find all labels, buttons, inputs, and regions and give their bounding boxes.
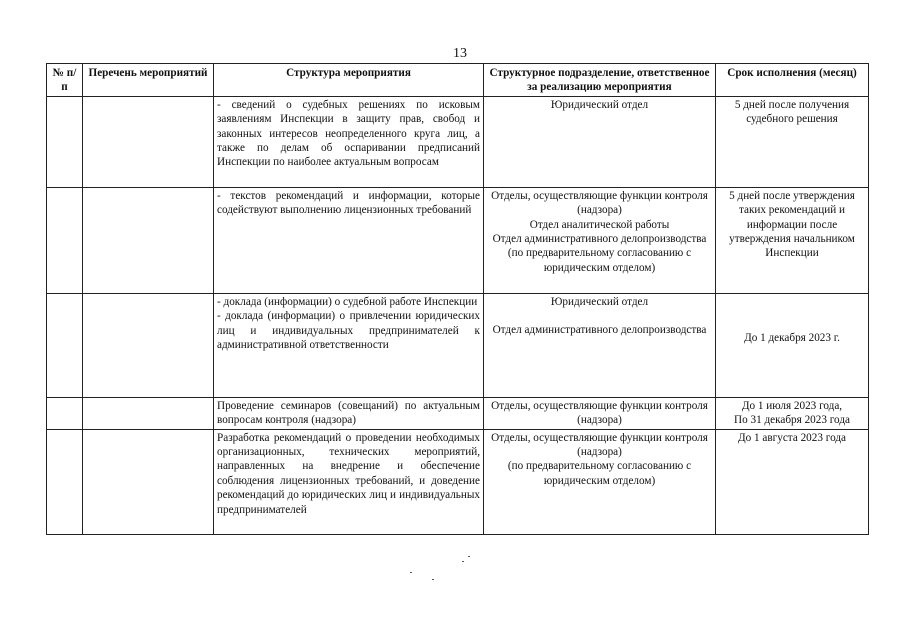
- deadline-line: По 31 декабря 2023 года: [734, 414, 850, 427]
- unit-line: Отдел административного делопроизводства: [492, 233, 707, 246]
- cell-responsible-unit: [484, 96, 716, 187]
- cell-events-list: [83, 293, 214, 397]
- table-row: [47, 187, 869, 293]
- header-num: № п/п: [47, 64, 83, 97]
- unit-line: Юридический отдел: [550, 98, 649, 111]
- header-deadline: Срок исполнения (месяц): [716, 64, 869, 97]
- cell-events-list: [83, 187, 214, 293]
- cell-events-list: [83, 397, 214, 429]
- header-events-list: Перечень мероприятий: [83, 64, 214, 97]
- cell-num: [47, 293, 83, 397]
- page-number: 13: [453, 46, 467, 61]
- cell-events-list: [83, 429, 214, 534]
- cell-num: [47, 429, 83, 534]
- scan-speck: [410, 572, 412, 573]
- cell-deadline: [716, 397, 869, 429]
- scan-speck: [432, 579, 434, 580]
- cell-events-list: [83, 96, 214, 187]
- cell-responsible-unit: [484, 187, 716, 293]
- cell-structure: Проведение семинаров (совещаний) по актуальным вопросам контроля (надзора): [214, 397, 484, 429]
- unit-line: Отделы, осуществляющие функции контроля (надзора): [491, 431, 708, 459]
- cell-deadline: До 1 декабря 2023 г.: [716, 293, 869, 397]
- cell-num: [47, 96, 83, 187]
- scan-speck: [462, 561, 464, 562]
- header-structure: Структура мероприятия: [214, 64, 484, 97]
- cell-responsible-unit: [484, 293, 716, 397]
- unit-line: Отдел административного делопроизводства: [492, 324, 707, 337]
- unit-line: Отделы, осуществляющие функции контроля (надзора): [491, 399, 708, 427]
- unit-line: Юридический отдел: [550, 295, 649, 308]
- cell-responsible-unit: [484, 397, 716, 429]
- unit-line: Отдел аналитической работы: [529, 218, 670, 231]
- unit-line: (по предварительному согласованию с юридическим отделом): [507, 460, 692, 487]
- cell-deadline: 5 дней после утверждения таких рекомендаций и информации после утверждения начальником Инспекции: [716, 187, 869, 293]
- cell-structure: [214, 293, 484, 397]
- cell-responsible-unit: [484, 429, 716, 534]
- events-table: [46, 63, 869, 535]
- cell-structure: - текстов рекомендаций и информации, которые содействуют выполнению лицензионных требований: [214, 187, 484, 293]
- cell-structure: Разработка рекомендаций о проведении необходимых организационных, технических мероприятий, направленных на внедрение и обеспечение соблюдения лицензионных требований, и доведение рекомендаций до юридических лиц и индивидуальных предпринимателей: [214, 429, 484, 534]
- structure-line: - доклада (информации) о привлечении юридических лиц и индивидуальных предпринимателей к административной ответственности: [217, 310, 480, 352]
- unit-line: Отделы, осуществляющие функции контроля (надзора): [491, 189, 708, 217]
- cell-num: [47, 397, 83, 429]
- cell-deadline: 5 дней после получения судебного решения: [716, 96, 869, 187]
- header-responsible-unit: Структурное подразделение, ответственное за реализацию мероприятия: [484, 64, 716, 97]
- table-row: [47, 397, 869, 429]
- table-row: [47, 429, 869, 534]
- cell-deadline: До 1 августа 2023 года: [716, 429, 869, 534]
- deadline-line: До 1 июля 2023 года,: [741, 399, 843, 412]
- table-row: [47, 293, 869, 397]
- cell-structure: - сведений о судебных решениях по исковым заявлениям Инспекции в защиту прав, свобод и законных интересов неопределенного круга лиц, а также по делам об оспаривании предписаний Инспекции по наиболее актуальным вопросам: [214, 96, 484, 187]
- scan-speck: [468, 556, 470, 557]
- structure-line: - доклада (информации) о судебной работе Инспекции: [217, 295, 478, 308]
- unit-line: (по предварительному согласованию с юридическим отделом): [507, 247, 692, 274]
- cell-num: [47, 187, 83, 293]
- table-header-row: [47, 64, 869, 97]
- table-row: [47, 96, 869, 187]
